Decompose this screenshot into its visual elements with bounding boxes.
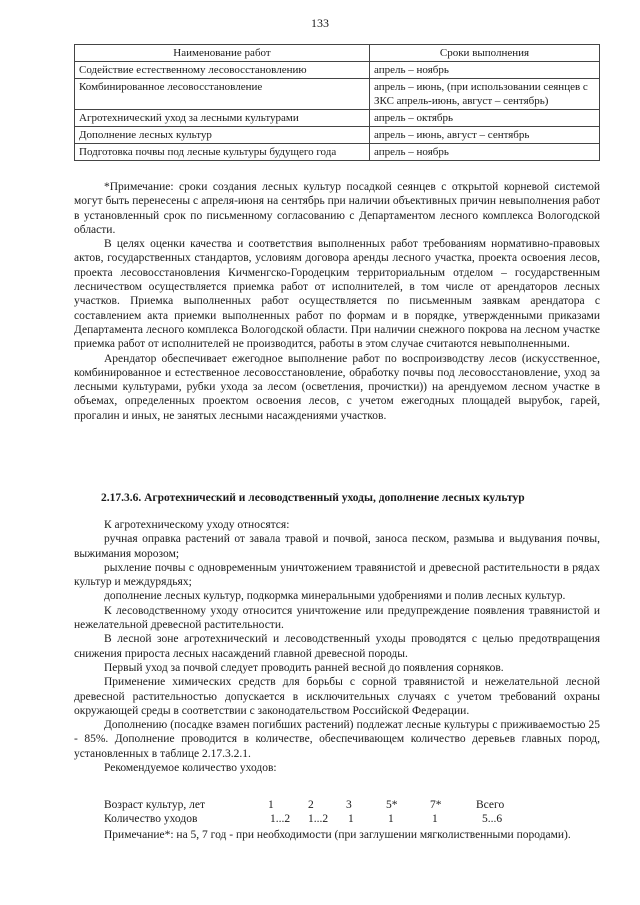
table-cell-work: Подготовка почвы под лесные культуры будущего года [75,144,370,161]
care-age-value: 3 [346,799,352,811]
body-text-note [74,828,600,842]
body-text-top [74,180,600,423]
paragraph-footnote-note: *Примечание: сроки создания лесных культур посадкой сеянцев с открытой корневой системой могут быть перенесены с апреля-июня на сентябрь при наличии объективных причин невыполнения работ в установленный срок по письменному согласованию с Департаментом лесного комплекса Вологодской области. [74,181,600,236]
care-age-value: 7* [430,799,442,811]
paragraph: Применение химических средств для борьбы с сорной травянистой и нежелательной лесной древесной растительностью допускается в исключительных случаях с учетом требований охраны окружающей среды в соответствии с законодательством Российской Федерации. [74,676,600,717]
table-row [75,79,600,110]
paragraph: К лесоводственному уходу относится уничтожение или предупреждение появления травянистой и нежелательной древесной растительности. [74,604,600,632]
paragraph-tenant-duties: Арендатор обеспечивает ежегодное выполнение работ по воспроизводству лесов (искусственное, комбинированное и естественное лесовосстановление, обработку почвы под лесовосстановление, уход за лесными культурами, рубки ухода за лесом (осветления, прочистки)) на арендуемом лесном участке в объемах, определенных проектом освоения лесов, с учетом ежегодных площадей вырубок, гарей, прогалин и иных, не занятых лесными насаждениями участков. [74,352,600,422]
care-age-value: Всего [476,799,505,811]
section-heading: 2.17.3.6. Агротехнический и лесоводственный уходы, дополнение лесных культур [101,492,525,504]
care-age-value: 5* [386,799,398,811]
table-cell-work: Комбинированное лесовосстановление [75,79,370,110]
table-row [75,62,600,79]
table-cell-work: Агротехнический уход за лесными культурами [75,110,370,127]
paragraph: Первый уход за почвой следует проводить ранней весной до появления сорняков. [104,661,504,674]
table-cell-term: апрель – октябрь [370,110,600,127]
paragraph: ручная оправка растений от завала травой и почвой, заноса песком, размыва и выдувания почвы, выжимания морозом; [74,533,600,560]
paragraph: дополнение лесных культур, подкормка минеральными удобрениями и полив лесных культур. [104,590,566,603]
table-header-term: Сроки выполнения [370,45,600,62]
paragraph: рыхление почвы с одновременным уничтожением травянистой и древесной растительности в рядах культур и междурядьях; [74,561,600,589]
care-count-value: 1...2 [308,813,329,825]
table-cell-term: апрель – июнь, август – сентябрь [370,127,600,144]
care-count-value: 1...2 [270,813,291,825]
care-count-value: 1 [432,813,438,825]
table-row [75,127,600,144]
care-count-value: 1 [348,813,354,825]
paragraph: Рекомендуемое количество уходов: [104,762,277,775]
paragraph: К агротехническому уходу относятся: [104,519,290,531]
paragraph-quality-acceptance: В целях оценки качества и соответствия выполненных работ требованиям нормативно-правовых актов, государственных стандартов, условиям договора аренды лесного участка, проекта освоения лесов, проекта лесовосстановления Кичменгско-Городецким территориальным отделом – государственным лесничеством осуществляется приемка работ от исполнителей, в том числе от арендаторов лесных участков. Приемка выполненных работ осуществляется по письменным заявкам арендатора с составлением акта приемки выполненных работ по формам и в порядке, утвержденными приказами Департамента лесного комплекса Вологодской области. При наличии снежного покрова на лесном участке приемка работ от исполнителей не производится, работы в этом случае считаются невыполненными. [74,238,600,351]
table-header-work: Наименование работ [75,45,370,62]
page-number: 133 [311,16,329,30]
table-row [75,144,600,161]
works-schedule-table [74,44,600,161]
paragraph: В лесной зоне агротехнический и лесоводственный уходы проводятся с целью предотвращения снижения прироста лесных насаждений главной древесной породы. [74,633,600,660]
table-cell-term: апрель – ноябрь [370,62,600,79]
table-row [75,110,600,127]
care-count-value: 5...6 [482,813,503,825]
table-cell-term: апрель – ноябрь [370,144,600,161]
body-text-bottom [74,518,600,775]
table-cell-term: апрель – июнь, (при использовании сеянцев с ЗКС апрель-июнь, август – сентябрь) [370,79,600,110]
table-header-row [75,45,600,62]
table-cell-work: Содействие естественному лесовосстановлению [75,62,370,79]
care-count-value: 1 [388,813,394,825]
table-cell-work: Дополнение лесных культур [75,127,370,144]
care-count-label: Количество уходов [104,813,198,825]
care-age-value: 1 [268,799,274,811]
paragraph: Дополнению (посадке взамен погибших растений) подлежат лесные культуры с приживаемостью 25 - 85%. Дополнение проводится в количестве, обеспечивающем количество деревьев главных пород, установленных в таблице 2.17.3.2.1. [74,719,600,760]
care-age-label: Возраст культур, лет [104,799,206,811]
paragraph-final-note: Примечание*: на 5, 7 год - при необходимости (при заглушении мягколиственными породами). [104,829,571,841]
care-age-value: 2 [308,799,314,811]
